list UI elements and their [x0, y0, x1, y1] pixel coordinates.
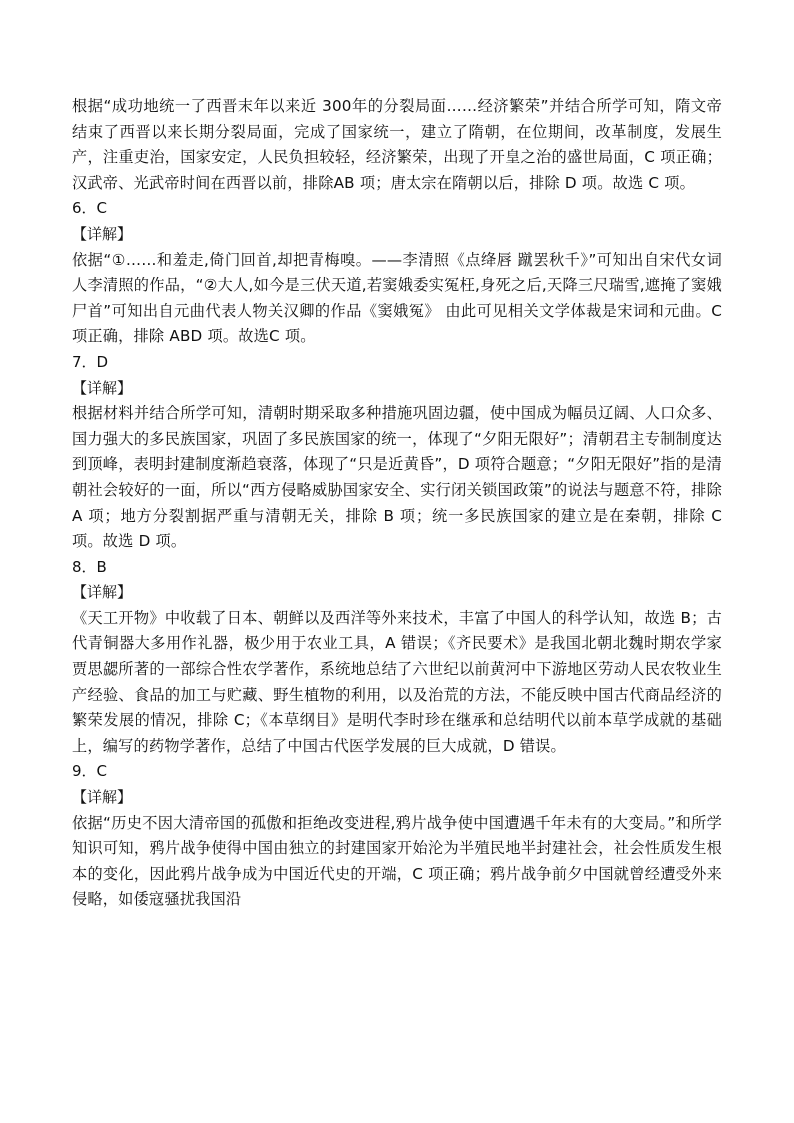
q9-explanation: 依据“历史不因大清帝国的孤傲和拒绝改变进程,鸦片战争使中国遭遇千年未有的大变局。”和所学知识可知，鸦片战争使得中国由独立的封建国家开始沦为半殖民地半封建社会，社会性质发生根本的变化，因此鸦片战争成为中国近代史的开端，C 项正确；鸦片战争前夕中国就曾经遭受外来侵略，如倭寇骚扰我国沿 — [72, 813, 722, 909]
q9-answer: 9．C — [72, 762, 108, 781]
q7-detail-label: 【详解】 — [72, 378, 133, 397]
q8-explanation: 《天工开物》中收载了日本、朝鲜以及西洋等外来技术，丰富了中国人的科学认知，故选 B；古代青铜器大多用作礼器，极少用于农业工具，A 错误；《齐民要术》是我国北朝北魏时期农学家贾思勰所著的一部综合性农学著作，系统地总结了六世纪以前黄河中下游地区劳动人民农牧业生产经验、食品的加工与贮藏、野生植物的利用，以及治荒的方法，不能反映中国古代商品经济的繁荣发展的情况，排除 C；《本草纲目》是明代李时珍在继承和总结明代以前本草学成就的基础上，编写的药物学著作，总结了中国古代医学发展的巨大成就，D 错误。 — [72, 608, 722, 755]
q7-answer: 7．D — [72, 352, 109, 371]
document-page — [72, 94, 722, 913]
q6-detail-label: 【详解】 — [72, 224, 133, 243]
q8-detail-label: 【详解】 — [72, 583, 133, 602]
q6-explanation: 依据“①……和羞走,倚门回首,却把青梅嗅。——李清照《点绛唇 蹴罢秋千》”可知出自宋代女词人李清照的作品，“②大人,如今是三伏天道,若窦娥委实冤枉,身死之后,天降三尺瑞雪,遮掩了窦娥尸首”可知出自元曲代表人物关汉卿的作品《窦娥冤》 由此可见相关文学体裁是宋词和元曲。C 项正确，排除 ABD 项。故选C 项。 — [72, 250, 722, 346]
q6-answer: 6．C — [72, 199, 108, 218]
q7-explanation: 根据材料并结合所学可知，清朝时期采取多种措施巩固边疆，使中国成为幅员辽阔、人口众多、国力强大的多民族国家，巩固了多民族国家的统一，体现了“夕阳无限好”；清朝君主专制制度达到顶峰，表明封建制度渐趋衰落，体现了“只是近黄昏”，D 项符合题意；“夕阳无限好”指的是清朝社会较好的一面，所以“西方侵略威胁国家安全、实行闭关锁国政策”的说法与题意不符，排除 A 项；地方分裂割据严重与清朝无关，排除 B 项；统一多民族国家的建立是在秦朝，排除 C 项。故选 D 项。 — [72, 404, 722, 551]
q9-detail-label: 【详解】 — [72, 788, 133, 807]
q5-explanation: 根据“成功地统一了西晋末年以来近 300年的分裂局面……经济繁荣”并结合所学可知，隋文帝结束了西晋以来长期分裂局面，完成了国家统一，建立了隋朝，在位期间，改革制度，发展生产，注重吏治，国家安定，人民负担较轻，经济繁荣，出现了开皇之治的盛世局面，C 项正确；汉武帝、光武帝时间在西晋以前，排除AB 项；唐太宗在隋朝以后，排除 D 项。故选 C 项。 — [72, 97, 722, 192]
q8-answer: 8．B — [72, 557, 107, 576]
